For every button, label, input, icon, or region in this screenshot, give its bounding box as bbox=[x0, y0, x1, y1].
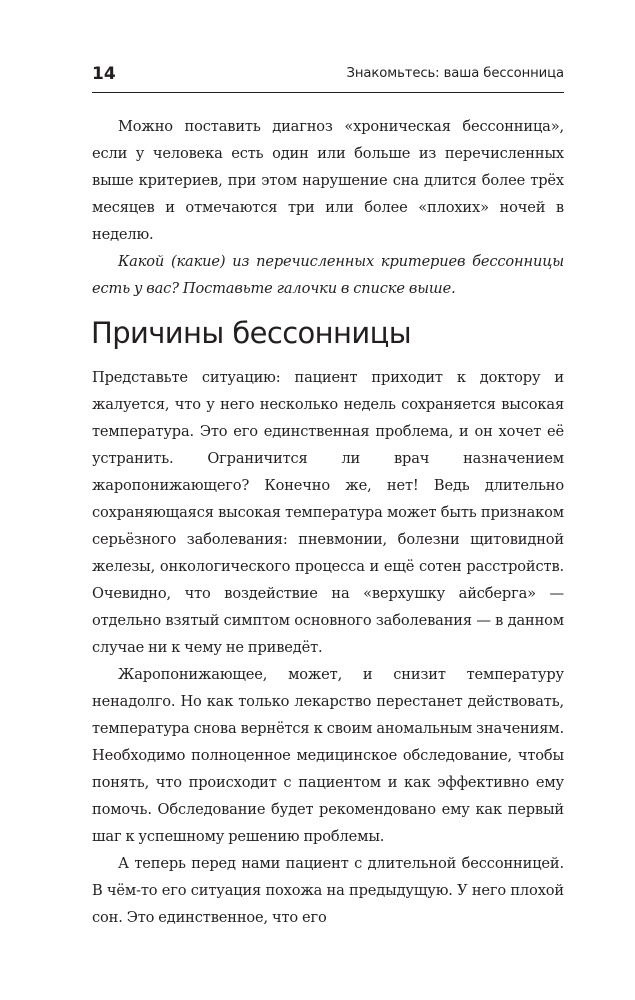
section-body bbox=[92, 364, 564, 931]
page-number: 14 bbox=[92, 64, 116, 84]
running-header-title: Знакомьтесь: ваша бессонница bbox=[346, 66, 564, 81]
body-paragraph-1: Представьте ситуацию: пациент приходит к доктору и жалуется, что у него несколько недель сохраняется высокая температура. Это его единственная проблема, и он хочет её устранить. Ограничится ли врач назначением жаропонижающего? Конечно же, нет! Ведь длительно сохраняющаяся высокая температура может быть признаком серьёзного заболевания: пневмонии, болезни щитовидной железы, онкологического процесса и ещё сотен расстройств. Очевидно, что воздействие на «верхушку айсберга» — отдельно взятый симптом основного заболевания — в данном случае ни к чему не приведёт. bbox=[92, 369, 564, 656]
body-paragraph-2: Жаропонижающее, может, и снизит температуру ненадолго. Но как только лекарство перестанет действовать, температура снова вернётся к своим аномальным значениям. Необходимо полноценное медицинское обследование, чтобы понять, что происходит с пациентом и как эффективно ему помочь. Обследование будет рекомендовано ему как первый шаг к успешному решению проблемы. bbox=[92, 666, 564, 845]
intro-block bbox=[92, 113, 564, 302]
section-heading: Причины бессонницы bbox=[91, 316, 412, 350]
intro-paragraph: Можно поставить диагноз «хроническая бессонница», если у человека есть один или больше из перечисленных выше критериев, при этом нарушение сна длится более трёх месяцев и отмечаются три или более «плохих» ночей в неделю. bbox=[92, 118, 564, 243]
intro-italic-prompt: Какой (какие) из перечисленных критериев бессонницы есть у вас? Поставьте галочки в списке выше. bbox=[92, 253, 564, 297]
body-paragraph-3: А теперь перед нами пациент с длительной бессонницей. В чём-то его ситуация похожа на предыдущую. У него плохой сон. Это единственное, что его bbox=[92, 855, 564, 926]
running-header bbox=[92, 60, 564, 93]
